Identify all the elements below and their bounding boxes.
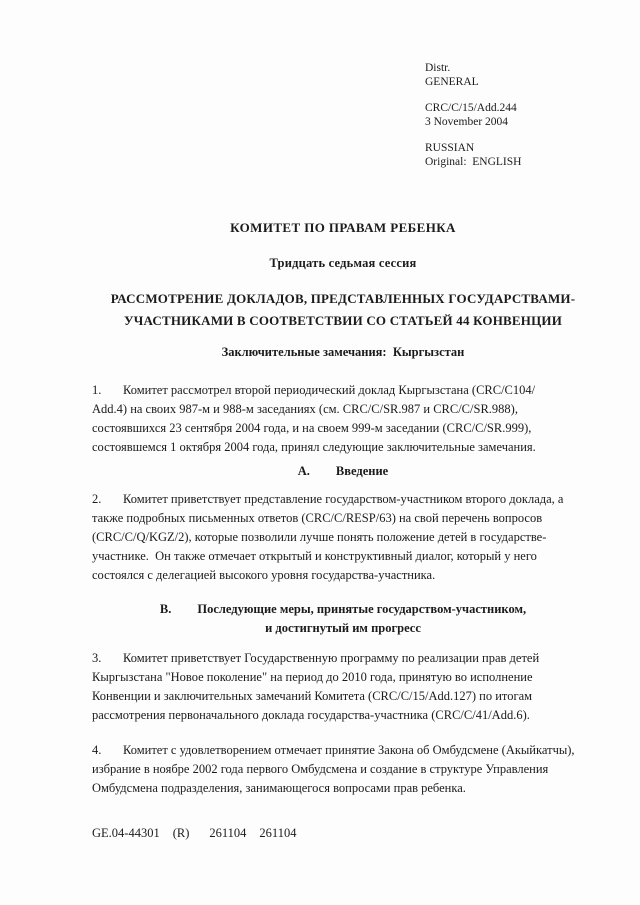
language-line: RUSSIAN xyxy=(425,142,475,154)
footer-date-1: 261104 xyxy=(209,826,247,840)
paragraph-number: 3. xyxy=(92,651,102,665)
distr-label: Distr. xyxy=(425,62,451,74)
paragraph-line: Омбудсмена подразделения, занимающегося вопросами прав ребенка. xyxy=(92,781,466,795)
paragraph-line: состоялся с делегацией высокого уровня государства-участника. xyxy=(92,568,436,582)
paragraph-text: Комитет с удовлетворением отмечает принятие Закона об Омбудсмене (Акыйкатчы), xyxy=(123,743,575,757)
footer-reference: GE.04-44301 xyxy=(92,826,160,840)
distr-value: GENERAL xyxy=(425,75,479,88)
section-title: Введение xyxy=(335,464,389,478)
paragraph-line: избрание в ноябре 2002 года первого Омбудсмена и создание в структуре Управления xyxy=(92,762,549,776)
paragraph-line xyxy=(92,741,602,760)
doc-symbol: CRC/C/15/Add.244 xyxy=(425,102,517,114)
distribution-group xyxy=(425,62,521,89)
report-consideration-title-line2: УЧАСТНИКАМИ В СООТВЕТСТВИИ СО СТАТЬЕЙ 44 КОНВЕНЦИИ xyxy=(123,313,563,328)
document-footer xyxy=(92,826,296,841)
paragraph-line xyxy=(92,381,602,400)
distribution-header xyxy=(425,62,521,169)
paragraph-number: 1. xyxy=(92,383,102,397)
paragraph-number: 2. xyxy=(92,492,102,506)
paragraph-line: Add.4) на своих 987-м и 988-м заседаниях (см. CRC/C/SR.987 и CRC/C/SR.988), xyxy=(92,402,518,416)
paragraph-line: (CRC/C/Q/KGZ/2), которые позволили лучше понять положение детей в государстве- xyxy=(92,530,547,544)
paragraph-line: участнике. Он также отмечает открытый и конструктивный диалог, который у него xyxy=(92,549,537,563)
paragraph-text: Комитет рассмотрел второй периодический доклад Кыргызстана (CRC/C104/ xyxy=(123,383,536,397)
report-consideration-title xyxy=(92,288,594,332)
section-b-line1 xyxy=(92,600,594,619)
paragraph-line: состоявшемся 1 октября 2004 года, принял следующие заключительные замечания. xyxy=(92,440,536,454)
section-title: Последующие меры, принятые государством-участником, xyxy=(197,602,527,616)
footer-date-2: 261104 xyxy=(259,826,297,840)
paragraph-line xyxy=(92,490,602,509)
paragraph-line: состоявшихся 23 сентября 2004 года, и на своем 999-м заседании (CRC/C/SR.999), xyxy=(92,421,532,435)
paragraph-2 xyxy=(92,490,602,585)
symbol-group xyxy=(425,102,521,129)
paragraph-line: Кыргызстана "Новое поколение" на период до 2010 года, принятую во исполнение xyxy=(92,670,533,684)
original-language-line: Original: ENGLISH xyxy=(425,155,522,168)
session-title: Тридцать седьмая сессия xyxy=(269,256,417,270)
paragraph-text: Комитет приветствует Государственную программу по реализации прав детей xyxy=(123,651,540,665)
paragraph-text: Комитет приветствует представление государством-участником второго доклада, а xyxy=(123,492,564,506)
paragraph-4 xyxy=(92,741,602,798)
paragraph-line: Конвенции и заключительных замечаний Комитета (CRC/C/15/Add.127) по итогам xyxy=(92,689,533,703)
section-b-heading xyxy=(92,600,594,638)
paragraph-line: рассмотрения первоначального доклада государства-участника (CRC/C/41/Add.6). xyxy=(92,708,530,722)
report-consideration-title-line1: РАССМОТРЕНИЕ ДОКЛАДОВ, ПРЕДСТАВЛЕННЫХ ГОСУДАРСТВАМИ- xyxy=(110,291,576,306)
footer-language-code: (R) xyxy=(172,826,190,840)
committee-title: КОМИТЕТ ПО ПРАВАМ РЕБЕНКА xyxy=(230,220,456,235)
paragraph-1 xyxy=(92,381,602,457)
concluding-observations-title: Заключительные замечания: Кыргызстан xyxy=(221,345,465,359)
paragraph-3 xyxy=(92,649,602,725)
paragraph-line: также подробных письменных ответов (CRC/C/RESP/63) на свой перечень вопросов xyxy=(92,511,543,525)
language-group xyxy=(425,142,521,169)
section-letter: B. xyxy=(159,602,172,616)
doc-date: 3 November 2004 xyxy=(425,115,509,128)
paragraph-number: 4. xyxy=(92,743,102,757)
section-letter: A. xyxy=(297,464,310,478)
section-b-line2: и достигнутый им прогресс xyxy=(265,621,421,635)
section-a-heading xyxy=(92,462,594,481)
paragraph-line xyxy=(92,649,602,668)
